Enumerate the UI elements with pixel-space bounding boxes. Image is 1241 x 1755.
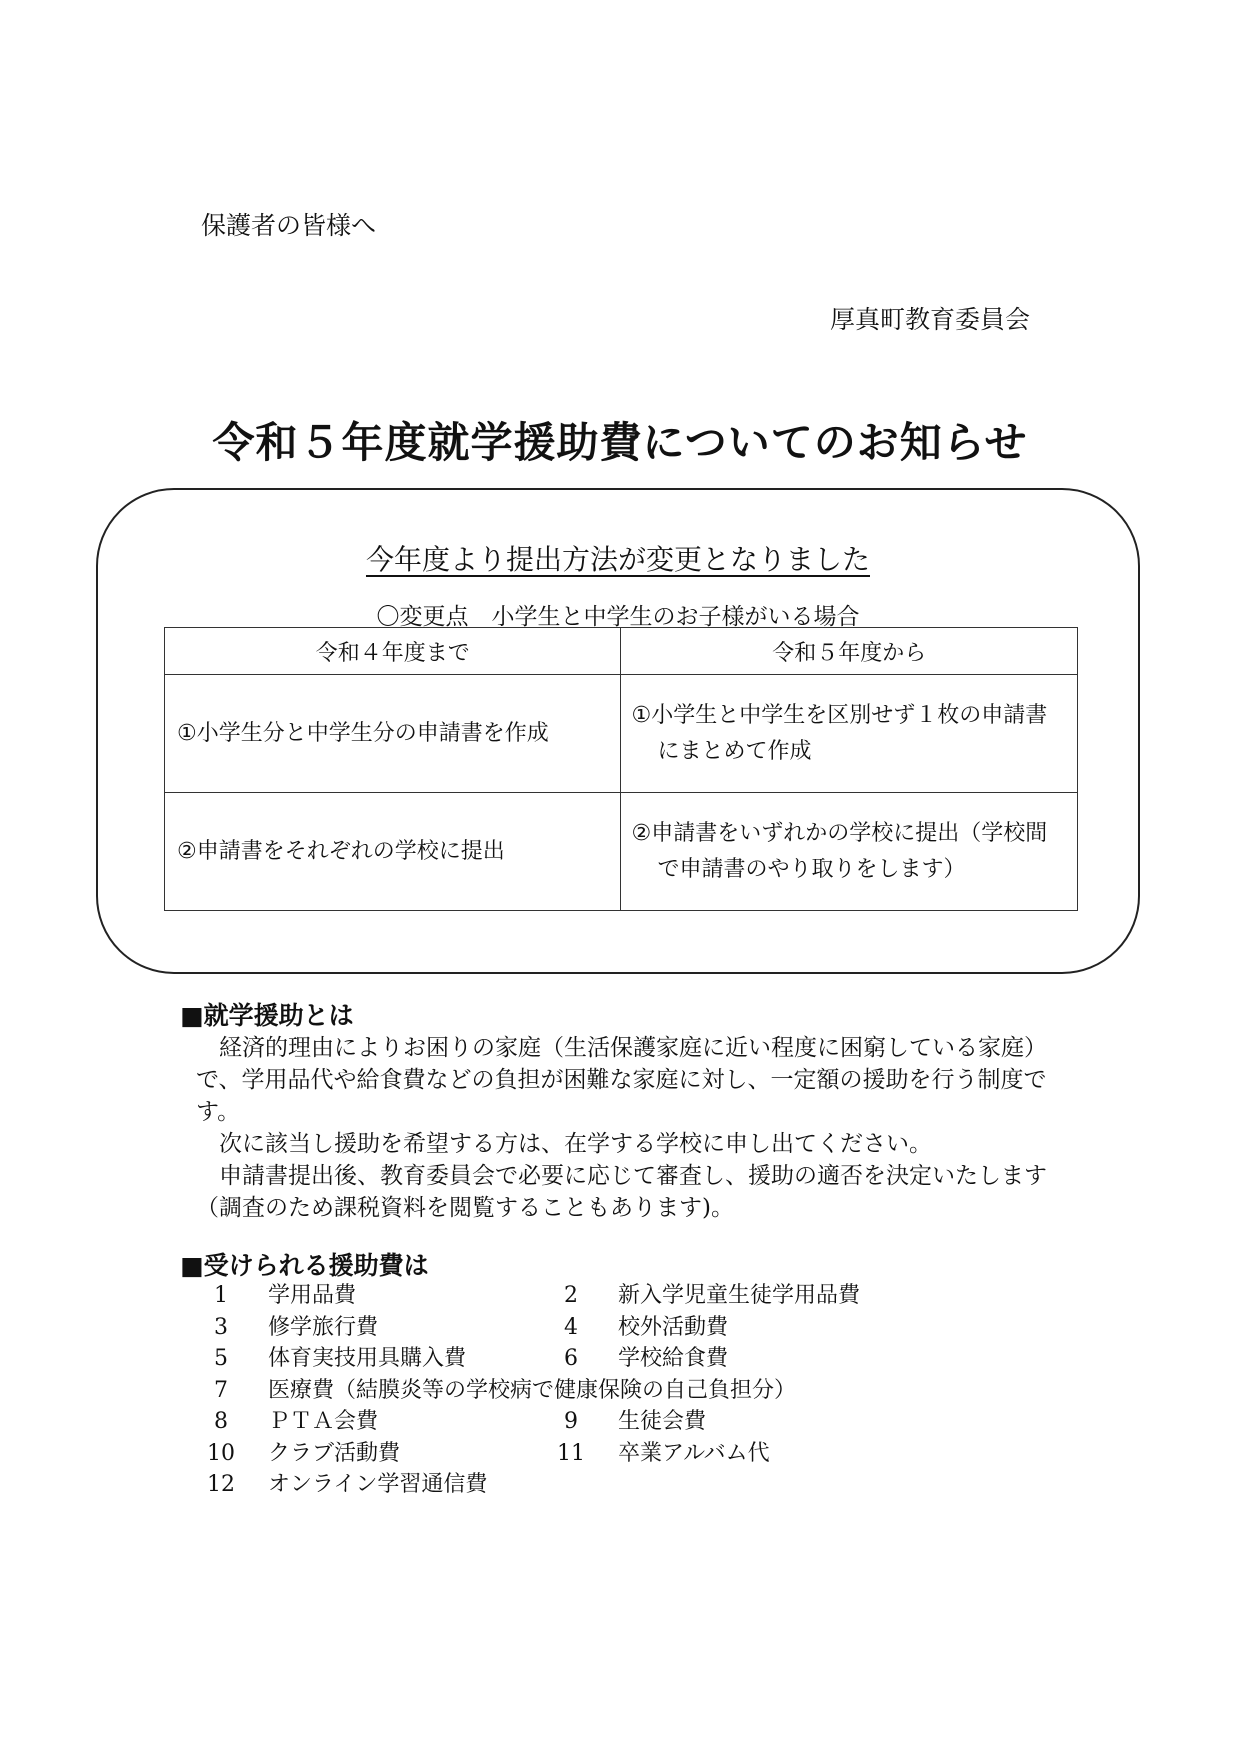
paragraph: 申請書提出後、教育委員会で必要に応じて審査し、援助の適否を決定いたします（調査のため課税資料を閲覧することもあります)。 [196, 1163, 1047, 1221]
item-label: クラブ活動費 [268, 1440, 401, 1466]
notice-heading: 今年度より提出方法が変更となりました [365, 543, 870, 576]
item-label: ＰＴＡ会費 [268, 1409, 379, 1434]
sender: 厚真町教育委員会 [830, 305, 1031, 334]
item-number: 1 [214, 1283, 228, 1308]
item-label: 体育実技用具購入費 [268, 1346, 467, 1371]
list-item [196, 1406, 378, 1438]
item-label: 校外活動費 [618, 1314, 729, 1340]
list-item [546, 1312, 728, 1344]
change-point: 〇変更点 小学生と中学生のお子様がいる場合 [376, 604, 860, 630]
item-label: 学校給食費 [618, 1346, 729, 1371]
item-number: 2 [564, 1283, 578, 1308]
item-number: 11 [557, 1440, 585, 1466]
item-number: 6 [564, 1346, 578, 1371]
list-item [196, 1343, 466, 1375]
item-number: 7 [214, 1377, 228, 1403]
section-body-about [196, 1032, 1068, 1224]
table-cell: ②申請書をいずれかの学校に提出（学校間で申請書のやり取りをします） [621, 793, 1078, 911]
list-item [196, 1312, 378, 1344]
table-row [165, 793, 1078, 911]
list-item [196, 1280, 356, 1312]
table-header-r4: 令和４年度まで [165, 628, 621, 675]
item-number: 8 [214, 1409, 228, 1434]
item-label: 医療費（結膜炎等の学校病で健康保険の自己負担分） [268, 1377, 797, 1403]
list-item [546, 1438, 770, 1470]
comparison-table [164, 627, 1078, 911]
page-title: 令和５年度就学援助費についてのお知らせ [212, 418, 1028, 467]
list-item [196, 1438, 400, 1470]
paragraph: 次に該当し援助を希望する方は、在学する学校に申し出てください。 [219, 1131, 932, 1157]
item-label: 卒業アルバム代 [618, 1440, 770, 1466]
paragraph: 経済的理由によりお困りの家庭（生活保護家庭に近い程度に困窮している家庭）で、学用品代や給食費などの負担が困難な家庭に対し、一定額の援助を行う制度です。 [196, 1035, 1047, 1125]
list-item [546, 1280, 860, 1312]
table-cell: ①小学生と中学生を区別せず１枚の申請書にまとめて作成 [621, 675, 1078, 793]
table-row [165, 675, 1078, 793]
item-label: 学用品費 [268, 1283, 357, 1308]
list-item [546, 1406, 706, 1438]
item-number: 3 [214, 1314, 228, 1340]
list-item [546, 1343, 728, 1375]
table-header-r5: 令和５年度から [621, 628, 1078, 675]
item-label: オンライン学習通信費 [268, 1472, 488, 1497]
item-number: 5 [214, 1346, 228, 1371]
table-header-row [165, 628, 1078, 675]
section-heading-about: ■就学援助とは [180, 1001, 354, 1030]
list-item [196, 1469, 487, 1501]
section-heading-items: ■受けられる援助費は [180, 1251, 429, 1280]
item-number: 9 [564, 1409, 578, 1434]
item-label: 生徒会費 [618, 1409, 707, 1434]
table-cell: ②申請書をそれぞれの学校に提出 [165, 793, 621, 911]
item-label: 修学旅行費 [268, 1314, 379, 1340]
item-number: 12 [207, 1472, 235, 1497]
item-number: 10 [207, 1440, 235, 1466]
salutation: 保護者の皆様へ [201, 211, 377, 240]
list-item [196, 1375, 796, 1407]
table-cell: ①小学生分と中学生分の申請書を作成 [165, 675, 621, 793]
item-label: 新入学児童生徒学用品費 [618, 1283, 861, 1308]
item-number: 4 [564, 1314, 578, 1340]
